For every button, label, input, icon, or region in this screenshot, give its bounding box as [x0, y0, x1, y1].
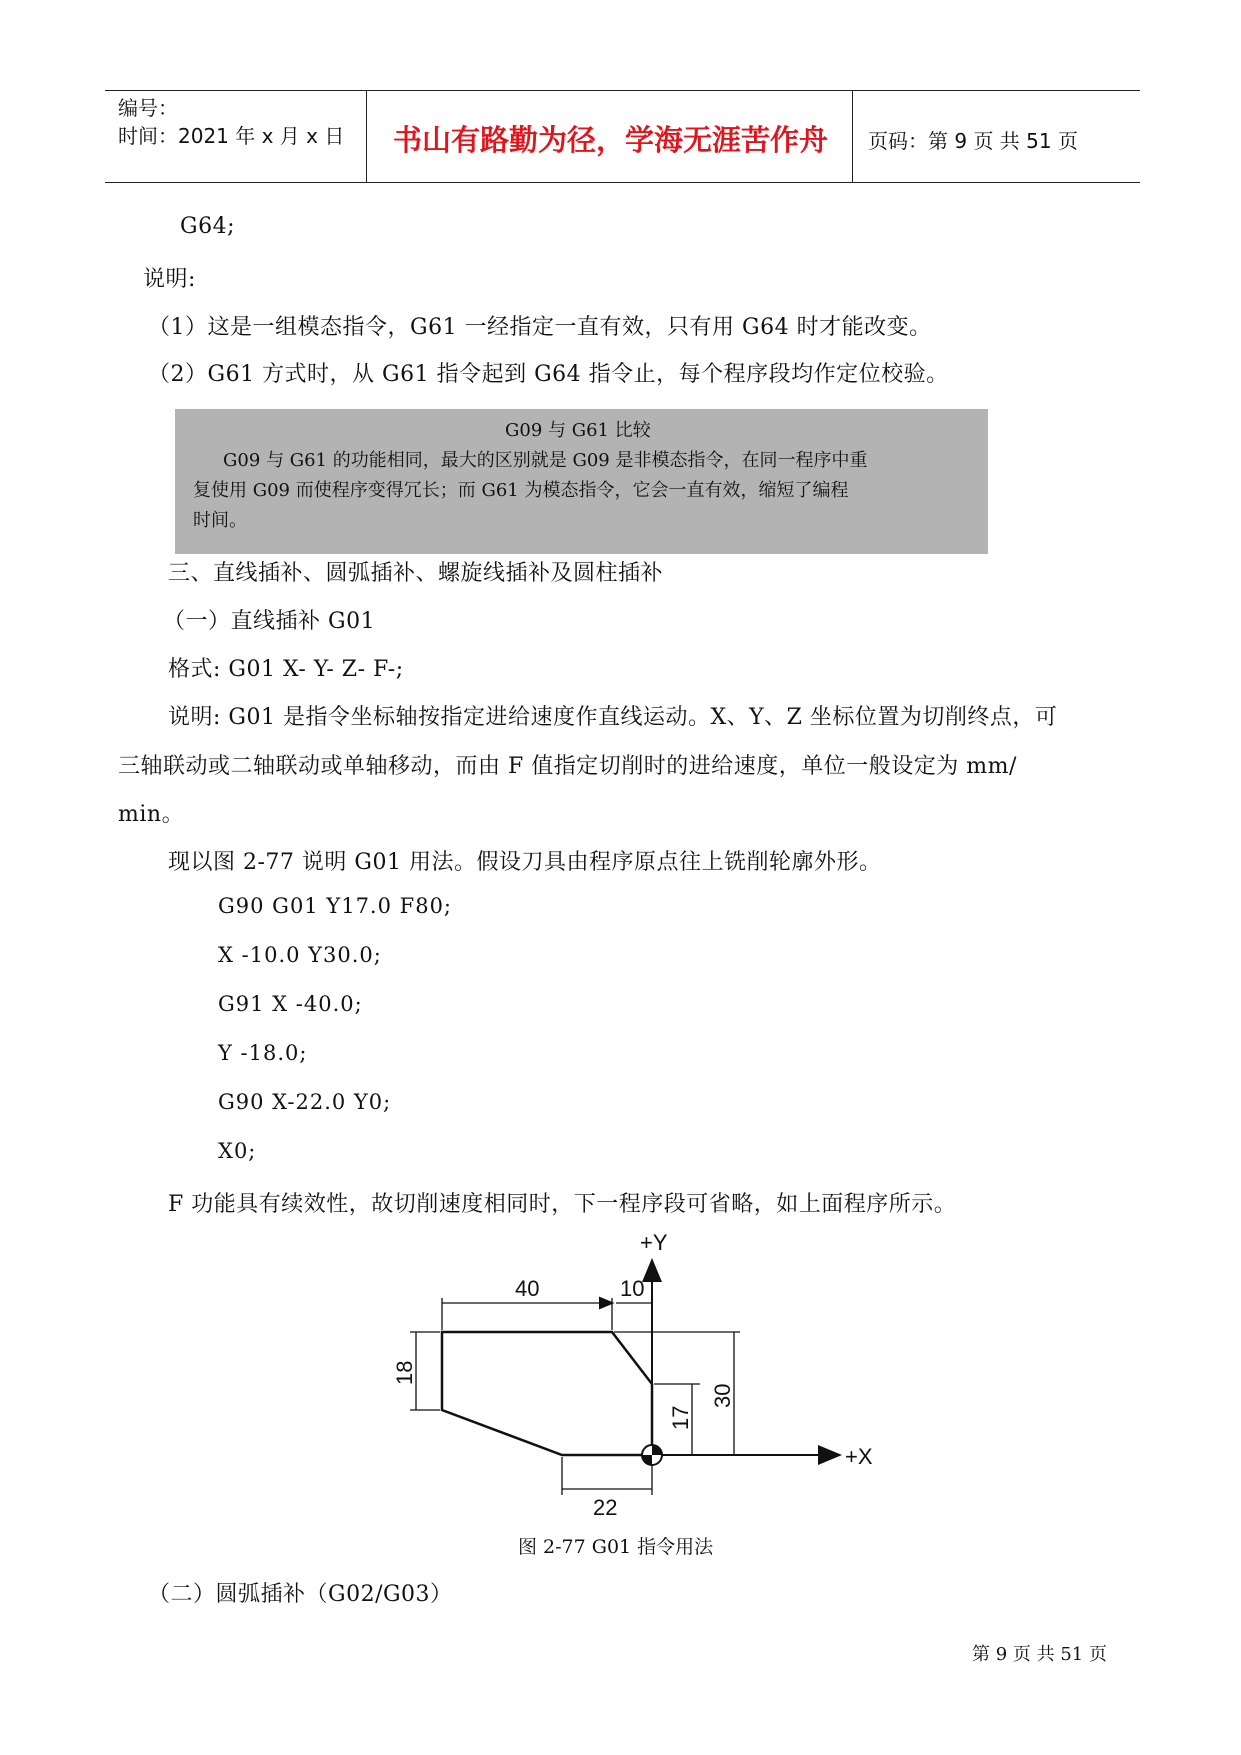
subsection-circular-interpolation: （二）圆弧插补（G02/G03） [148, 1582, 453, 1607]
example-intro: 现以图 2-77 说明 G01 用法。假设刀具由程序原点往上铣削轮廓外形。 [168, 850, 882, 875]
figure-caption: 图 2-77 G01 指令用法 [518, 1536, 714, 1558]
g01-format: 格式: G01 X- Y- Z- F-; [168, 657, 404, 682]
program-line: G90 G01 Y17.0 F80; [218, 894, 453, 918]
part-contour [442, 1332, 652, 1455]
explain-item-2: （2）G61 方式时，从 G61 指令起到 G64 指令止，每个程序段均作定位校验。 [148, 362, 949, 387]
note-line-2: 复使用 G09 而使程序变得冗长；而 G61 为模态指令，它会一直有效，缩短了编程 [193, 480, 849, 501]
program-line: G91 X -40.0; [218, 992, 363, 1016]
header-motto: 书山有路勤为径，学海无涯苦作舟 [393, 123, 829, 157]
section-heading-3: 三、直线插补、圆弧插补、螺旋线插补及圆柱插补 [168, 561, 664, 586]
y-axis-label: +Y [640, 1230, 668, 1255]
note-line-3: 时间。 [193, 510, 247, 531]
g01-description-line-1: 说明: G01 是指令坐标轴按指定进给速度作直线运动。X、Y、Z 坐标位置为切削终点，可 [168, 705, 1058, 730]
document-number-label: 编号： [118, 96, 178, 120]
header-page-code: 页码：第 9 页 共 51 页 [868, 129, 1078, 153]
program-line: G90 X-22.0 Y0; [218, 1090, 392, 1114]
g01-description-line-3: min。 [118, 802, 185, 827]
dim-label-10: 10 [620, 1276, 645, 1301]
x-axis-label: +X [845, 1444, 873, 1469]
dim-label-30: 30 [710, 1383, 735, 1408]
note-line-1: G09 与 G61 的功能相同，最大的区别就是 G09 是非模态指令，在同一程序中重 [223, 450, 868, 471]
explain-item-1: （1）这是一组模态指令，G61 一经指定一直有效，只有用 G64 时才能改变。 [148, 315, 932, 340]
footer-page-number: 第 9 页 共 51 页 [972, 1644, 1107, 1665]
dim-label-18: 18 [392, 1360, 417, 1385]
dim-label-40: 40 [515, 1276, 540, 1301]
program-line: Y -18.0; [218, 1041, 308, 1065]
program-line: X0; [218, 1139, 257, 1163]
dim-label-22: 22 [593, 1495, 618, 1520]
note-title: G09 与 G61 比较 [505, 420, 651, 441]
code-line-g64: G64; [180, 214, 235, 239]
g01-description-line-2: 三轴联动或二轴联动或单轴移动，而由 F 值指定切削时的进给速度，单位一般设定为 mm/ [118, 754, 1017, 779]
dim-label-17: 17 [668, 1405, 693, 1430]
subsection-linear-interpolation: （一）直线插补 G01 [163, 609, 376, 634]
explain-label: 说明: [143, 267, 196, 292]
program-line: X -10.0 Y30.0; [218, 943, 382, 967]
document-time: 时间：2021 年 x 月 x 日 [118, 124, 345, 148]
f-function-note: F 功能具有续效性，故切削速度相同时，下一程序段可省略，如上面程序所示。 [168, 1192, 957, 1217]
